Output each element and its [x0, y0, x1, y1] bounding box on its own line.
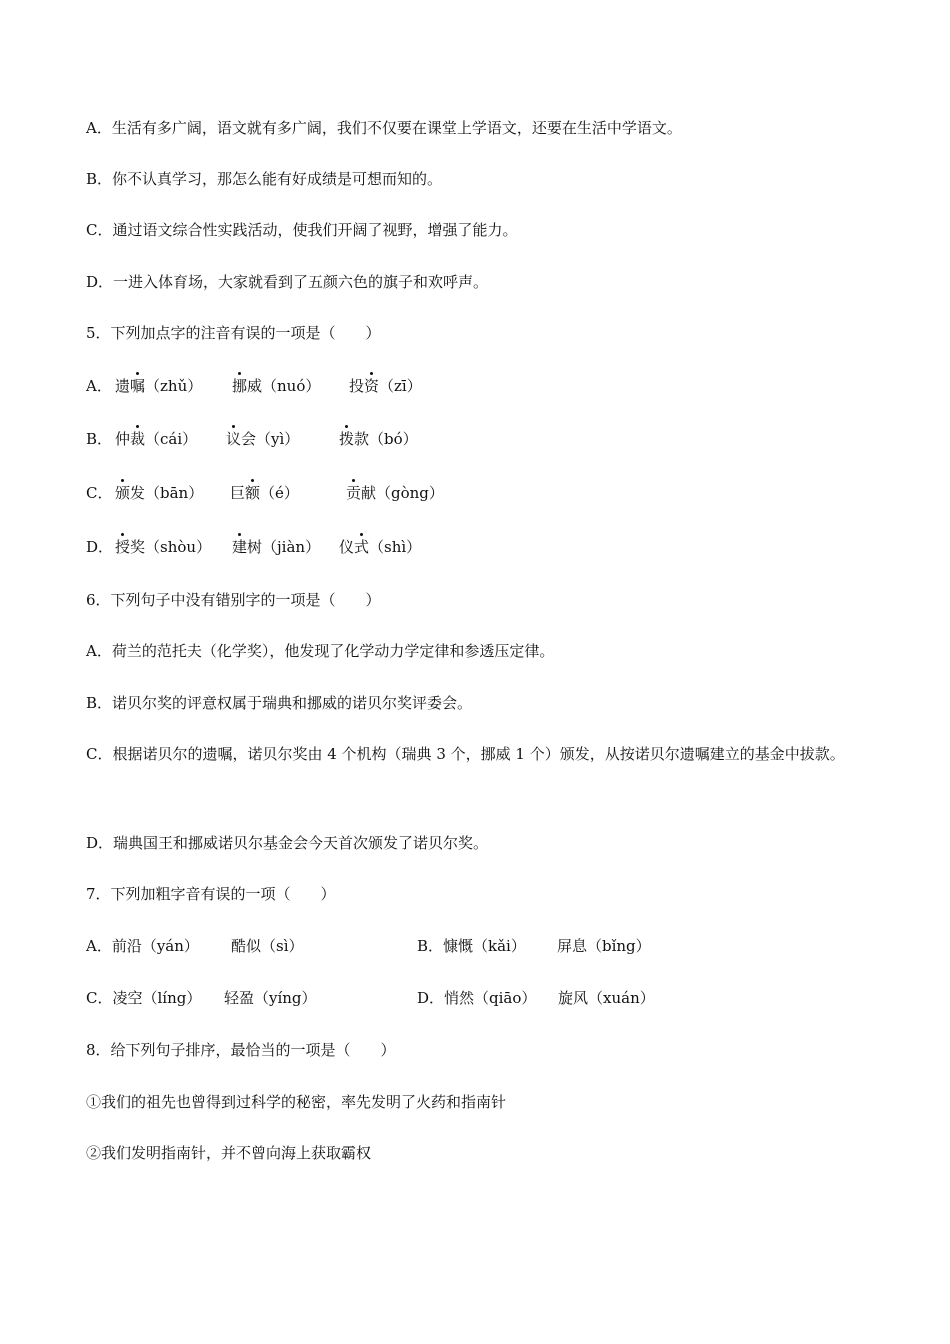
dotted-char: 议: [226, 430, 242, 448]
option-label: B．: [86, 430, 113, 448]
dotted-char: 拨: [339, 430, 355, 448]
dotted-char: 裁: [130, 430, 146, 448]
q6-option-a: A．荷兰的范托夫（化学奖），他发现了化学动力学定律和参透压定律。: [86, 642, 555, 660]
q4-option-c: C．通过语文综合性实践活动，使我们开阔了视野，增强了能力。: [86, 221, 518, 239]
dotted-char: 颁: [115, 484, 131, 502]
q7-option-a-2: 酷似（sì）: [231, 937, 304, 955]
dotted-char: 资: [364, 377, 380, 395]
q4-option-a: A．生活有多广阔，语文就有多广阔，我们不仅要在课堂上学语文，还要在生活中学语文。: [86, 119, 682, 137]
q8-sentence-1: ①我们的祖先也曾得到过科学的秘密，率先发明了火药和指南针: [86, 1093, 507, 1111]
dotted-char: 嘱: [130, 377, 146, 395]
dotted-char: 建: [232, 538, 248, 556]
q5-option-a: A． 遗嘱（zhǔ） 挪威（nuó） 投资（zī）: [86, 377, 422, 395]
dotted-char: 贡: [346, 484, 362, 502]
dotted-char: 额: [245, 484, 261, 502]
q5-option-b: B． 仲裁（cái） 议会（yì） 拨款（bó）: [86, 430, 418, 448]
dotted-char: 挪: [232, 377, 248, 395]
q6-option-d: D．瑞典国王和挪威诺贝尔基金会今天首次颁发了诺贝尔奖。: [86, 834, 489, 852]
option-label: A．: [86, 377, 112, 395]
dotted-char: 式: [354, 538, 370, 556]
q5-option-d: D． 授奖（shòu） 建树（jiàn） 仪式（shì）: [86, 538, 422, 556]
q5-stem: 5．下列加点字的注音有误的一项是（ ）: [86, 324, 381, 342]
q5-option-c: C． 颁发（bān） 巨额（é） 贡献（gòng）: [86, 484, 444, 502]
q7-option-c-1: C．凌空（líng）: [86, 989, 202, 1007]
q6-option-c: C．根据诺贝尔的遗嘱，诺贝尔奖由 4 个机构（瑞典 3 个，挪威 1 个）颁发，从按诺贝尔遗嘱建立的基金中拔款。: [86, 745, 845, 763]
q6-option-b: B．诺贝尔奖的评意权属于瑞典和挪威的诺贝尔奖评委会。: [86, 694, 473, 712]
q8-sentence-2: ②我们发明指南针，并不曾向海上获取霸权: [86, 1144, 372, 1162]
q7-option-b-2: 屏息（bǐng）: [557, 937, 651, 955]
q7-option-b-1: B．慷慨（kǎi）: [417, 937, 526, 955]
q8-stem: 8．给下列句子排序，最恰当的一项是（ ）: [86, 1041, 396, 1059]
q7-stem: 7．下列加粗字音有误的一项（ ）: [86, 885, 336, 903]
q7-option-c-2: 轻盈（yíng）: [224, 989, 317, 1007]
option-label: C．: [86, 484, 113, 502]
q7-option-a-1: A．前沿（yán）: [86, 937, 199, 955]
q7-option-d-1: D．悄然（qiāo）: [417, 989, 537, 1007]
q4-option-b: B．你不认真学习，那怎么能有好成绩是可想而知的。: [86, 170, 443, 188]
option-label: D．: [86, 538, 114, 556]
q6-stem: 6．下列句子中没有错别字的一项是（ ）: [86, 591, 381, 609]
q7-option-d-2: 旋风（xuán）: [558, 989, 655, 1007]
dotted-char: 授: [115, 538, 131, 556]
q4-option-d: D．一进入体育场，大家就看到了五颜六色的旗子和欢呼声。: [86, 273, 489, 291]
